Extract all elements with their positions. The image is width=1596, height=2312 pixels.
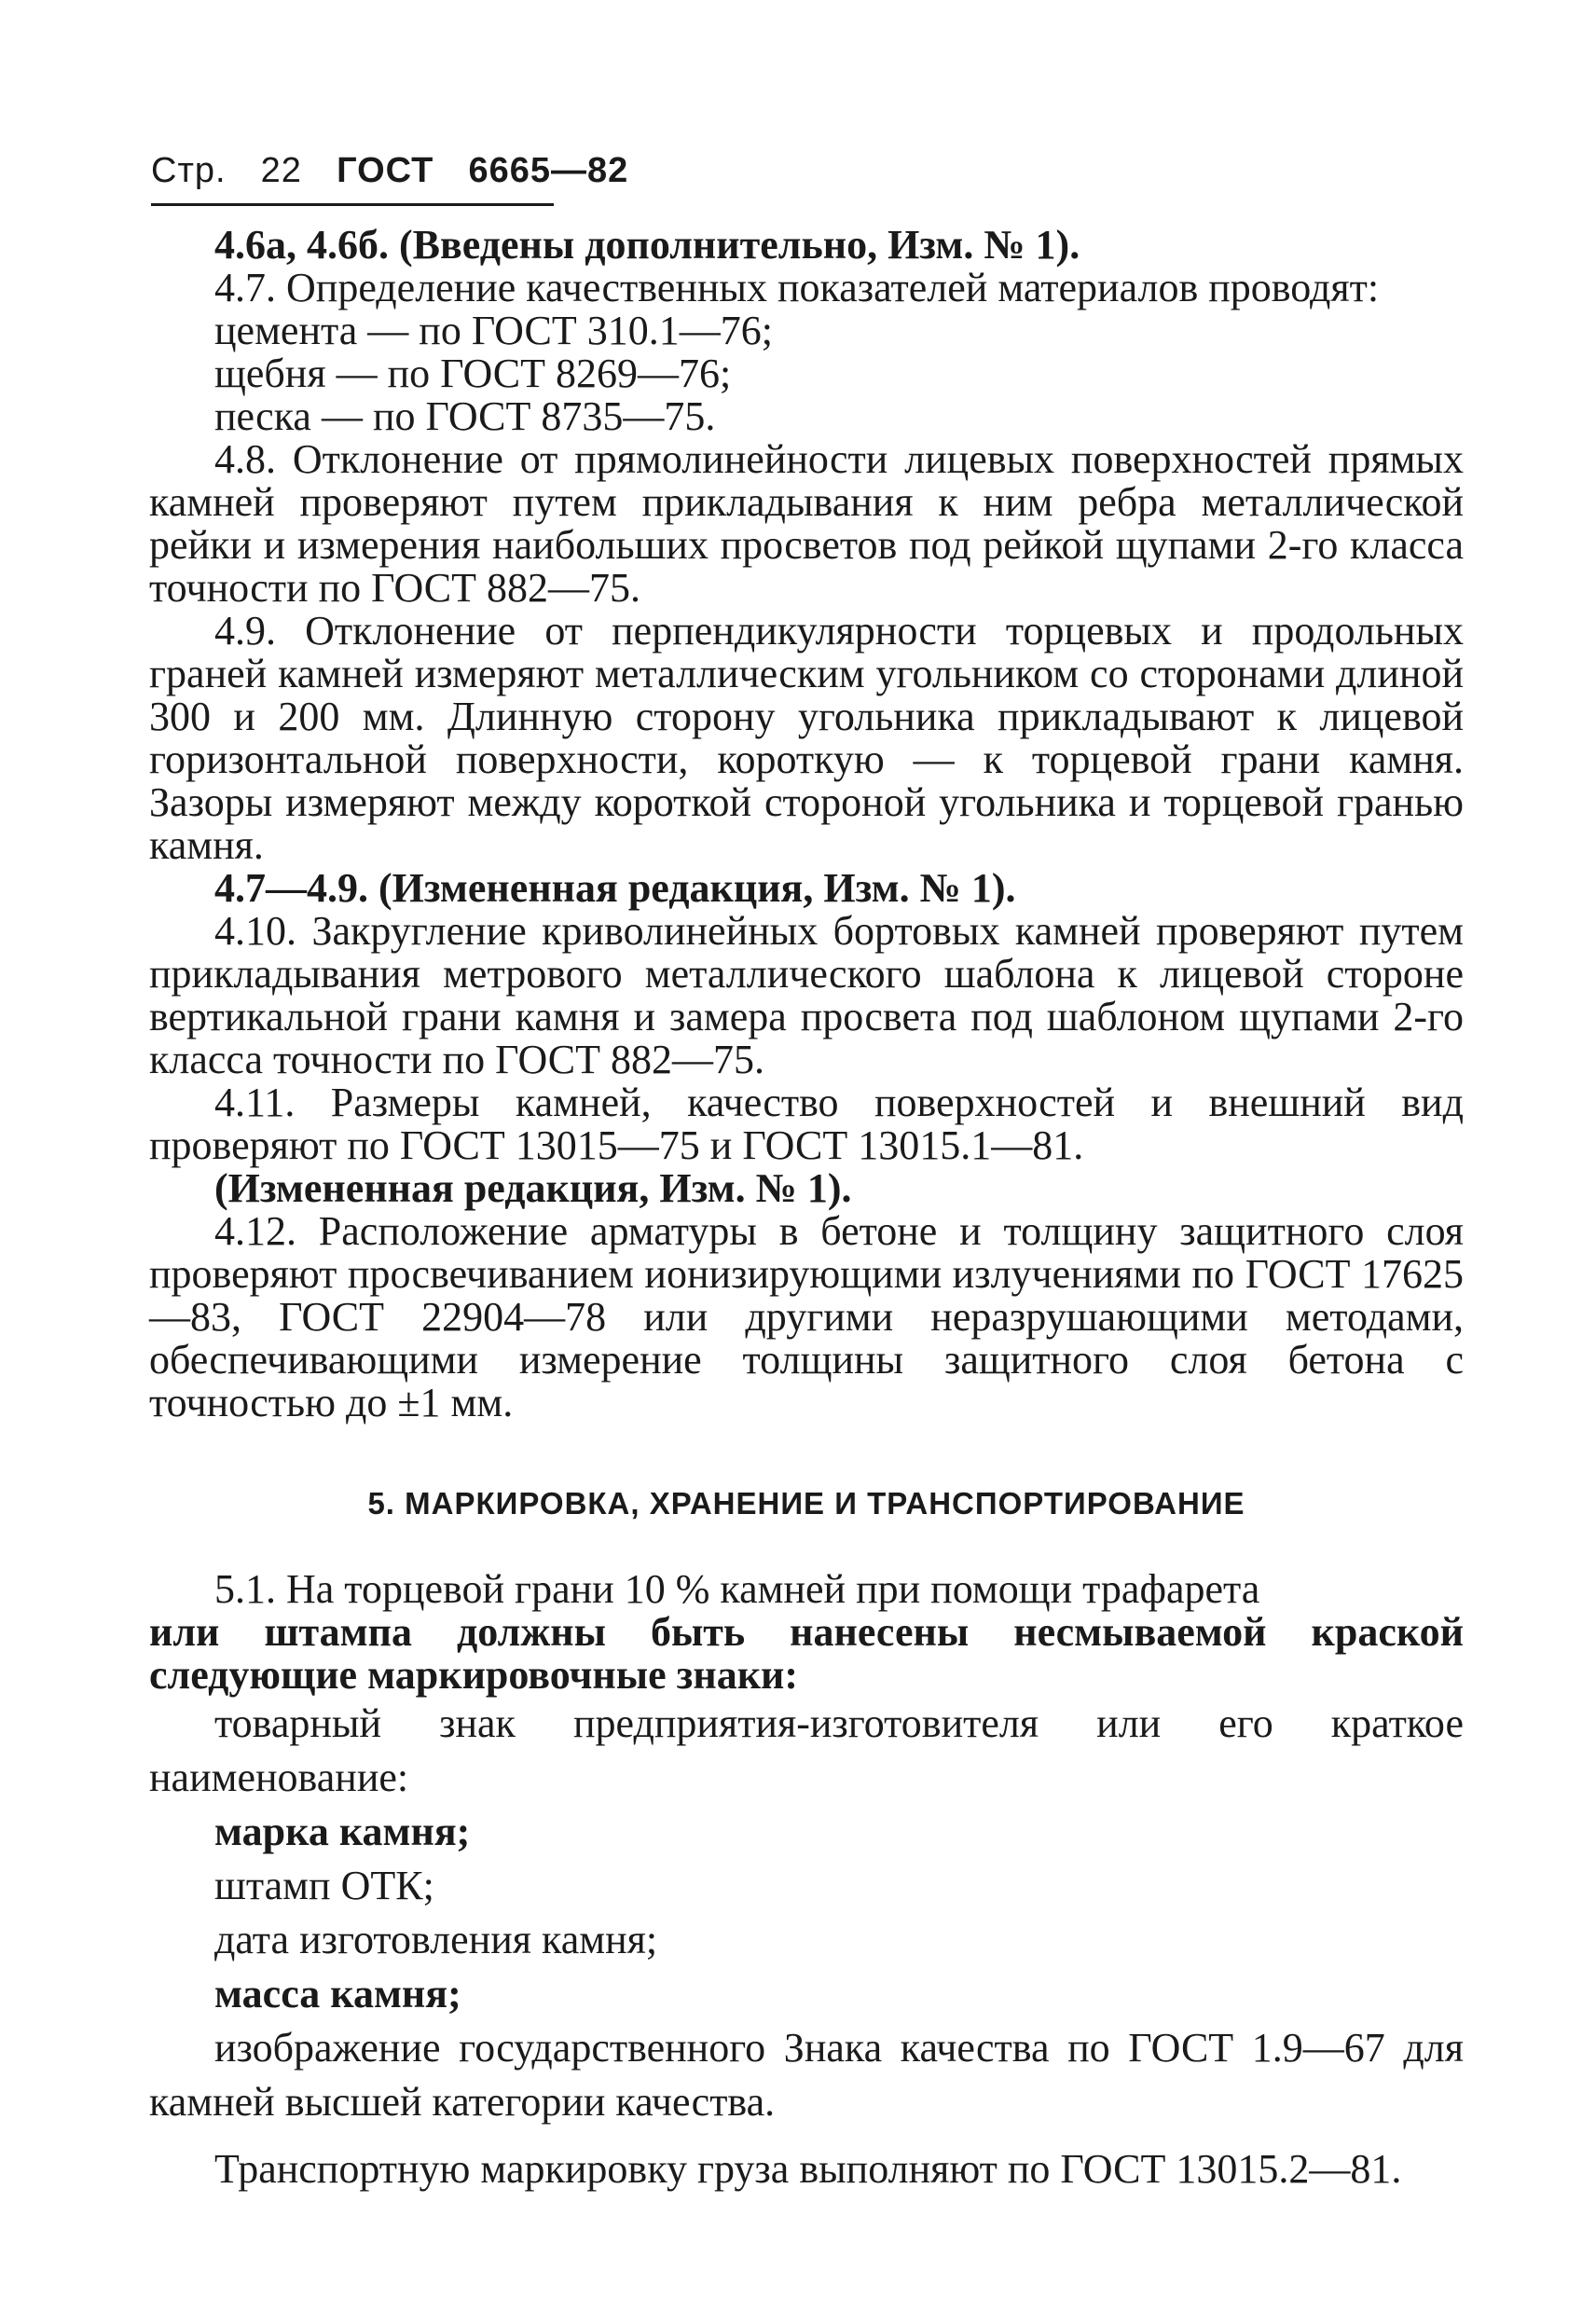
page-header <box>151 151 628 191</box>
paragraph-4-9: 4.9. Отклонение от перпендикулярности торцевых и продольных граней камней измеряют металлическим угольником со сторонами длиной 300 и 200 мм. Длинную сторону угольника прикладывают к лицевой горизонтальной поверхности, короткую — к торцевой грани камня. Зазоры измеряют между короткой стороной угольника и торцевой гранью камня. <box>149 608 1464 868</box>
paragraph-4-6ab: 4.6а, 4.6б. (Введены дополнительно, Изм. № 1). <box>214 222 1080 268</box>
marking-item-grade: марка камня; <box>214 1809 471 1854</box>
standard-name: ГОСТ <box>337 151 434 190</box>
page-number: 22 <box>260 151 302 190</box>
page-label: Стр. <box>151 151 227 190</box>
paragraph-4-10: 4.10. Закругление криволинейных бортовых камней проверяют путем прикладывания метрового металлического шаблона к лицевой стороне вертикальной грани камня и замера просвета под шаблоном щупами 2-го класса точности по ГОСТ 882—75. <box>149 908 1464 1082</box>
marking-item-trademark: товарный знак предприятия-изготовителя или его краткое наименование: <box>149 1700 1464 1800</box>
standard-number: 6665—82 <box>468 151 629 190</box>
paragraph-transport-marking: Транспортную маркировку груза выполняют по ГОСТ 13015.2—81. <box>214 2146 1402 2192</box>
document-body <box>149 224 1464 2196</box>
paragraph-5-1-rest: или штампа должны быть нанесены несмываемой краской следующие маркировочные знаки: <box>149 1609 1464 1698</box>
paragraph-4-8: 4.8. Отклонение от прямолинейности лицевых поверхностей прямых камней проверяют путем прикладывания к ним ребра металлической рейки и измерения наибольших просветов под рейкой щупами 2-го класса точности по ГОСТ 882—75. <box>149 436 1464 611</box>
paragraph-4-7: 4.7. Определение качественных показателей материалов проводят: <box>214 265 1380 310</box>
paragraph-5-1-lead: 5.1. На торцевой грани 10 % камней при помощи трафарета <box>214 1566 1260 1612</box>
list-item-crushed-stone: щебня — по ГОСТ 8269—76; <box>214 351 732 396</box>
marking-item-quality-mark: изображение государственного Знака качества по ГОСТ 1.9—67 для камней высшей категории качества. <box>149 2025 1464 2125</box>
header-underline <box>151 203 554 206</box>
paragraph-4-7-4-9-note: 4.7—4.9. (Измененная редакция, Изм. № 1). <box>214 865 1016 911</box>
section-5-title: 5. МАРКИРОВКА, ХРАНЕНИЕ И ТРАНСПОРТИРОВАНИЕ <box>367 1486 1245 1521</box>
paragraph-4-12: 4.12. Расположение арматуры в бетоне и толщину защитного слоя проверяют просвечиванием ионизирующими излучениями по ГОСТ 17625—83, ГОСТ 22904—78 или другими неразрушающими методами, обеспечивающими измерение толщины защитного слоя бетона с точностью до ±1 мм. <box>149 1208 1464 1425</box>
marking-item-otk-stamp: штамп ОТК; <box>214 1863 434 1908</box>
paragraph-4-11-note: (Измененная редакция, Изм. № 1). <box>214 1165 852 1211</box>
list-item-cement: цемента — по ГОСТ 310.1—76; <box>214 308 773 353</box>
marking-item-mass: масса камня; <box>214 1971 461 2016</box>
marking-item-date: дата изготовления камня; <box>214 1917 658 1962</box>
list-item-sand: песка — по ГОСТ 8735—75. <box>214 393 716 439</box>
paragraph-4-11: 4.11. Размеры камней, качество поверхностей и внешний вид проверяют по ГОСТ 13015—75 и ГОСТ 13015.1—81. <box>149 1080 1464 1168</box>
